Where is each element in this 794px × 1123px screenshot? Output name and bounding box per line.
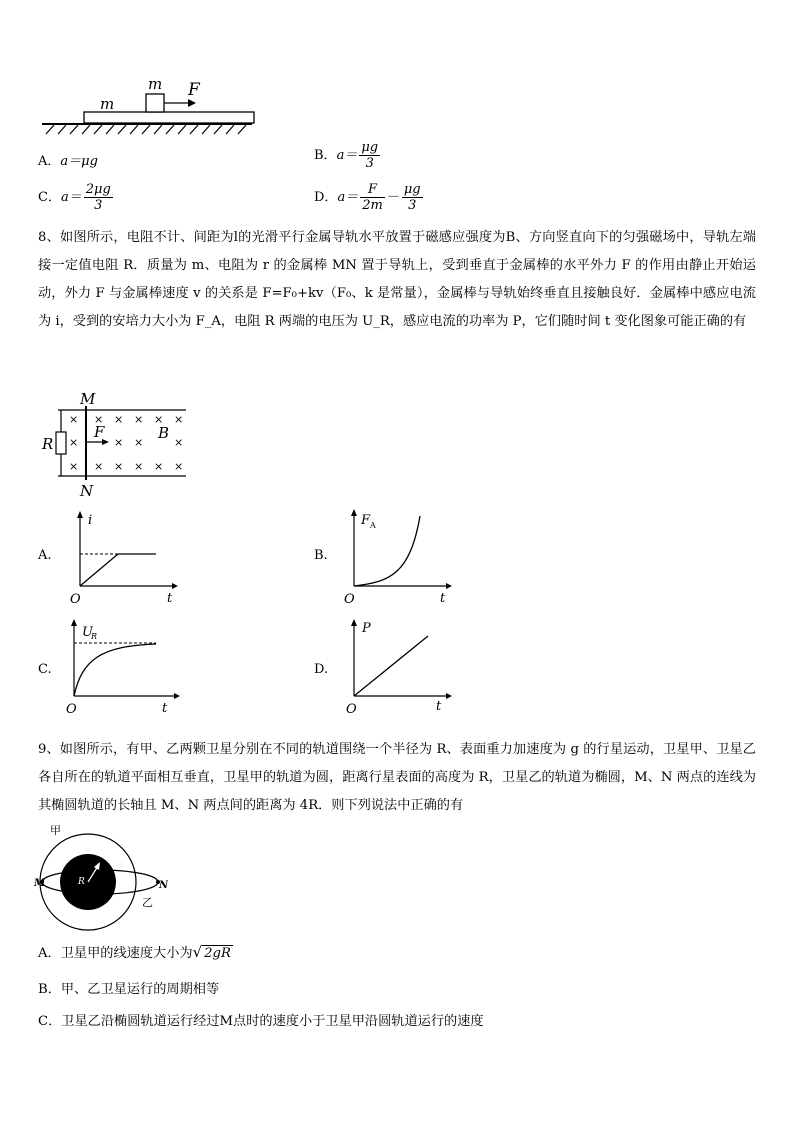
q7-d-fraction-2: $\frac{\mu g}{3}$ <box>403 182 421 213</box>
label-r: R <box>78 877 85 887</box>
svg-text:×: × <box>94 413 104 426</box>
current-ramp <box>80 554 118 586</box>
svg-text:×: × <box>174 460 184 473</box>
q8-option-a-letter: A. <box>38 548 52 563</box>
svg-text:×: × <box>134 460 144 473</box>
label-m: M <box>80 390 96 408</box>
q7-d-fraction-1: $\frac{F}{2m}$ <box>362 182 383 213</box>
q8-graph-d <box>340 616 460 716</box>
q9-option-c: C．卫星乙沿椭圆轨道运行经过M点时的速度小于卫星甲沿圆轨道运行的速度 <box>38 1014 484 1029</box>
svg-text:F: F <box>361 513 371 528</box>
q9-option-b: B．甲、乙卫星运行的周期相等 <box>38 982 220 997</box>
svg-text:O: O <box>346 702 357 716</box>
svg-text:i: i <box>88 513 93 528</box>
svg-text:O: O <box>70 592 81 606</box>
svg-text:×: × <box>154 460 164 473</box>
svg-text:×: × <box>174 413 184 426</box>
rail-circuit-figure <box>38 390 198 500</box>
q8-text: 8、如图所示，电阻不计、间距为l的光滑平行金属导轨水平放置于磁感应强度为B、方向竖直向下的匀强磁场中，导轨左端接一定值电阻 R．质量为 m、电阻为 r 的金属棒 MN 置于导轨上，受到垂直于金属棒的水平外力 F 的作用由静止开始运动，外力 F 与金属棒速度 v 的关系是 F=F₀+kv（F₀、k 是常量），金属棒与导轨始终垂直且接触良好．金属棒中感应电流为 i，受到的安培力大小为 F_A，电阻 R 两端的电压为 U_R，感应电流的功率为 P，它们随时间 t 变化图象可能正确的有 <box>38 230 756 329</box>
svg-text:×: × <box>134 436 144 449</box>
q7-option-a: A．a＝μg <box>38 154 98 169</box>
q8-option-b-letter: B. <box>314 548 328 563</box>
svg-text:U: U <box>82 625 93 640</box>
label-b: B <box>158 424 170 442</box>
voltage-curve <box>74 644 156 696</box>
top-block-label: m <box>148 75 163 93</box>
q8-graph-a <box>66 508 186 606</box>
svg-text:×: × <box>154 413 164 426</box>
svg-text:t: t <box>436 699 442 714</box>
ground-hatching <box>46 125 246 134</box>
svg-text:×: × <box>114 460 124 473</box>
q7-b-fraction: $\frac{\mu g}{3}$ <box>361 140 379 171</box>
svg-text:×: × <box>69 413 79 426</box>
satellite-orbit-figure <box>34 822 168 934</box>
q7-option-c: C．a＝ $\frac{2\mu g}{3}$ <box>38 182 111 213</box>
q7-c-fraction: $\frac{2\mu g}{3}$ <box>85 182 111 213</box>
svg-text:P: P <box>362 621 371 636</box>
label-jia: 甲 <box>50 824 61 837</box>
svg-text:t: t <box>167 591 173 606</box>
svg-text:O: O <box>344 592 355 606</box>
q9-option-a: A．卫星甲的线速度大小为√ 2gR <box>38 943 231 961</box>
q8-graph-b <box>340 506 460 606</box>
force-arrowhead <box>188 99 196 107</box>
q7-option-d: D．a＝ $\frac{F}{2m}$ － $\frac{\mu g}{3}$ <box>314 182 421 213</box>
label-f: F <box>94 423 105 441</box>
label-m: M <box>34 878 46 889</box>
q7-option-b: B．a＝ $\frac{\mu g}{3}$ <box>314 140 379 171</box>
plank-label: m <box>100 95 115 113</box>
svg-text:×: × <box>69 436 79 449</box>
svg-text:t: t <box>162 701 168 716</box>
svg-text:×: × <box>69 460 79 473</box>
plank <box>84 112 254 123</box>
svg-text:×: × <box>114 413 124 426</box>
q8-option-d-letter: D. <box>314 662 329 677</box>
q8-graph-c <box>60 616 184 716</box>
svg-text:×: × <box>114 436 124 449</box>
resistor <box>56 432 66 454</box>
label-n: N <box>159 880 168 891</box>
svg-text:A: A <box>370 521 376 530</box>
force-label: F <box>188 80 200 100</box>
q9-text: 9、如图所示，有甲、乙两颗卫星分别在不同的轨道围绕一个半径为 R、表面重力加速度为 g 的行星运动，卫星甲、卫星乙各自所在的轨道平面相互垂直，卫星甲的轨道为圆，距离行星表面的高度为 R，卫星乙的轨道为椭圆，M、N 两点的连线为其椭圆轨道的长轴且 M、N 两点间的距离为 4R．则下列说法中正确的有 <box>38 742 756 813</box>
block-on-plank-figure <box>38 74 258 138</box>
svg-text:O: O <box>66 702 77 716</box>
top-block <box>146 94 164 112</box>
svg-text:×: × <box>134 413 144 426</box>
svg-text:×: × <box>174 436 184 449</box>
label-r: R <box>42 435 54 453</box>
q8-option-c-letter: C. <box>38 662 52 677</box>
label-yi: 乙 <box>142 896 153 909</box>
power-line <box>354 636 428 696</box>
label-n: N <box>80 482 94 500</box>
svg-text:×: × <box>94 460 104 473</box>
svg-text:R: R <box>91 632 98 641</box>
svg-text:t: t <box>440 591 446 606</box>
